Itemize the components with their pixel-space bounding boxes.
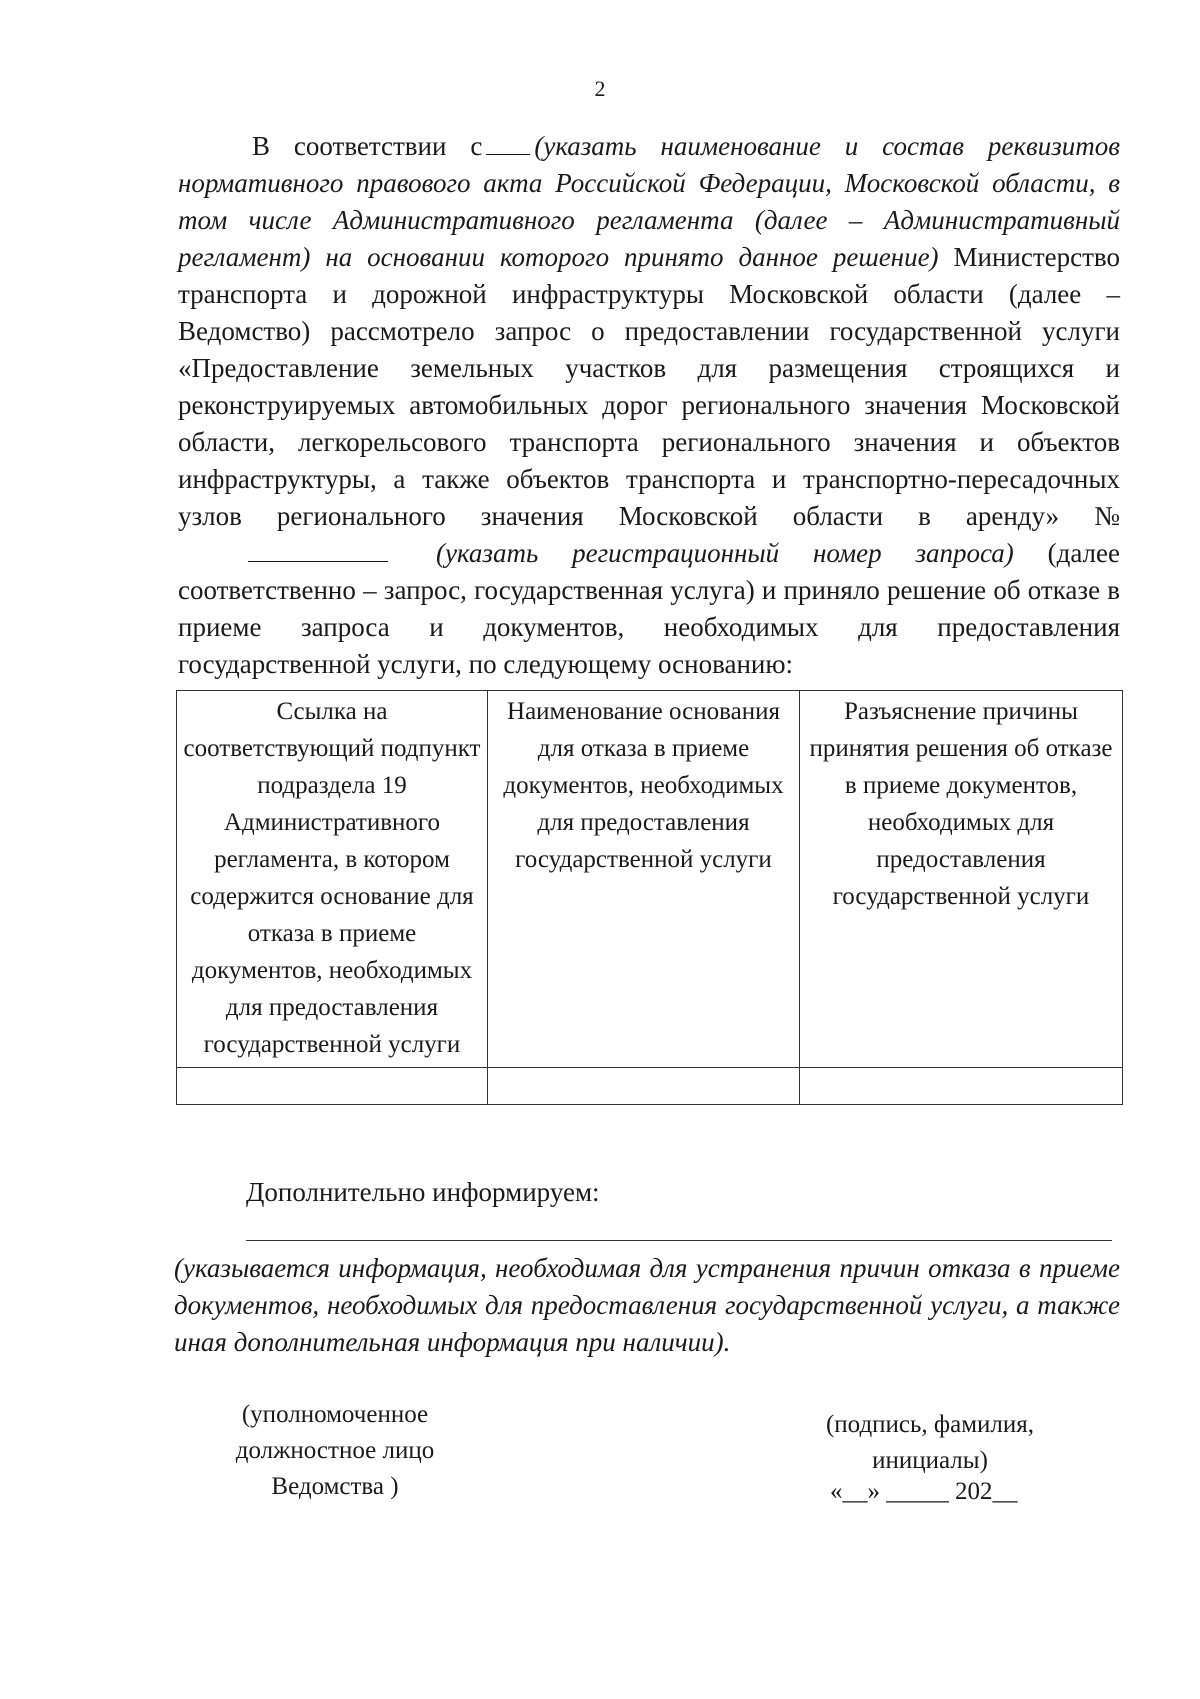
refusal-reasons-table [176, 690, 1123, 1105]
act-blank [486, 132, 530, 155]
additional-info-title: Дополнительно информируем: [246, 1177, 600, 1207]
header-refusal-ground: Наименование основания для отказа в приеме документов, необходимых для предоставления государственной услуги [488, 691, 800, 1068]
additional-info-blank-line [246, 1240, 1112, 1241]
table-cell [488, 1068, 800, 1105]
table-header-row [177, 691, 1123, 1068]
number-sign: № [1094, 501, 1120, 531]
request-number-instruction: (указать регистрационный номер запроса) [436, 538, 1014, 568]
header-refusal-explanation: Разъяснение причины принятия решения об отказе в приеме документов, необходимых для предоставления государственной услуги [800, 691, 1123, 1068]
additional-info-note: (указывается информация, необходимая для устранения причин отказа в приеме документов, необходимых для предоставления государственной услуги, а также иная дополнительная информация при наличии). [174, 1253, 1120, 1357]
request-number-blank [248, 539, 388, 562]
table-cell [800, 1068, 1123, 1105]
paragraph-service: Министерство транспорта и дорожной инфраструктуры Московской области (далее – Ведомство) рассмотрело запрос о предоставлении государственной услуги «Предоставление земельных участков для размещения строящихся и реконструируемых автомобильных дорог регионального значения Московской области, легкорельсового транспорта регионального значения и объектов инфраструктуры, а также объектов транспорта и транспортно-пересадочных узлов регионального значения Московской области в аренду» [178, 242, 1121, 531]
header-regulation-reference: Ссылка на соответствующий подпункт подраздела 19 Административного регламента, в котором содержится основание для отказа в приеме документов, необходимых для предоставления государственной услуги [177, 691, 488, 1068]
paragraph-decision: (далее соответственно – запрос, государственная услуга) и приняло решение об отказе в приеме запроса и документов, необходимых для предоставления государственной услуги, по следующему основанию: [178, 538, 1120, 679]
signature-label: (подпись, фамилия, инициалы) [825, 1411, 1035, 1474]
paragraph-intro: В соответствии с [252, 131, 483, 161]
authorized-official-label: (уполномоченное должностное лицо Ведомства ) [235, 1401, 435, 1500]
main-paragraph [178, 128, 1120, 683]
page-number: 2 [594, 76, 606, 101]
table-cell [177, 1068, 488, 1105]
date-placeholder: «__» _____ 202__ [830, 1478, 1018, 1505]
act-instruction: (указать наименование и состав реквизитов нормативного правового акта Российской Федерации, Московской области, в том числе Административного регламента (далее – Административный регламент) на основании которого принято данное решение) [178, 131, 1120, 272]
table-row [177, 1068, 1123, 1105]
